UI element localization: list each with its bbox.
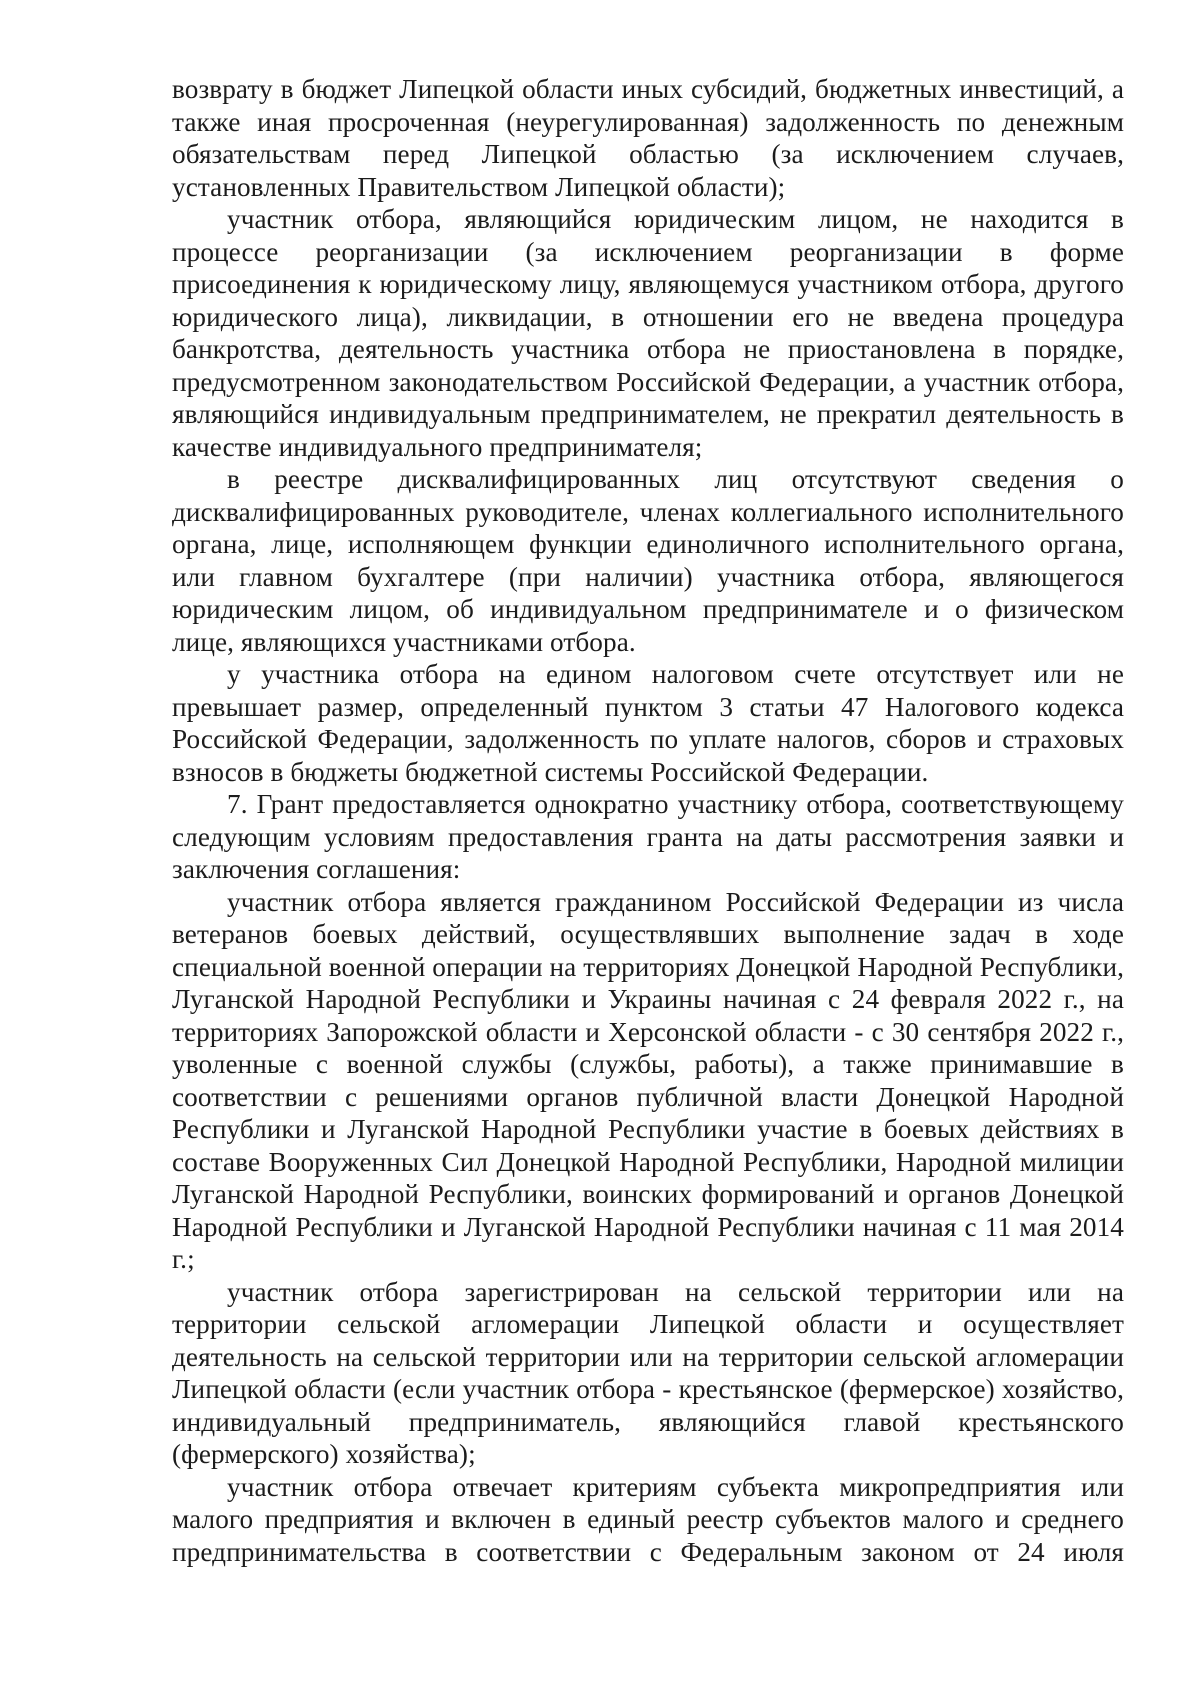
- paragraph-rural-registration: участник отбора зарегистрирован на сельской территории или на территории сельской агломерации Липецкой области и осуществляет деятельность на сельской территории или на территории сельской агломерации Липецкой области (если участник отбора - крестьянское (фермерское) хозяйство, индивидуальный предприниматель, являющийся главой крестьянского (фермерского) хозяйства);: [172, 1276, 1124, 1469]
- paragraph-item-7-grant: 7. Грант предоставляется однократно участнику отбора, соответствующему следующим условиям предоставления гранта на даты рассмотрения заявки и заключения соглашения:: [172, 789, 1124, 884]
- paragraph-disqualified-persons: в реестре дисквалифицированных лиц отсутствуют сведения о дисквалифицированных руководителе, членах коллегиального исполнительного органа, лице, исполняющем функции единоличного исполнительного органа, или главном бухгалтере (при наличии) участника отбора, являющегося юридическим лицом, об индивидуальном предпринимателе и о физическом лице, являющихся участниками отбора.: [172, 464, 1124, 657]
- paragraph-small-business-criteria: участник отбора отвечает критериям субъекта микропредприятия или малого предприятия и включен в единый реестр субъектов малого и среднего предпринимательства в соответствии с Федеральным законом от 24 июля: [172, 1471, 1124, 1567]
- paragraph-veteran-condition: участник отбора является гражданином Российской Федерации из числа ветеранов боевых действий, осуществлявших выполнение задач в ходе специальной военной операции на территориях Донецкой Народной Республики, Луганской Народной Республики и Украины начиная с 24 февраля 2022 г., на территориях Запорожской области и Херсонской области - с 30 сентября 2022 г., уволенные с военной службы (службы, работы), а также принимавшие в соответствии с решениями органов публичной власти Донецкой Народной Республики и Луганской Народной Республики участие в боевых действиях в составе Вооруженных Сил Донецкой Народной Республики, Народной милиции Луганской Народной Республики, воинских формирований и органов Донецкой Народной Республики и Луганской Народной Республики начиная с 11 мая 2014 г.;: [172, 886, 1124, 1274]
- paragraph-continuation: возврату в бюджет Липецкой области иных субсидий, бюджетных инвестиций, а также иная просроченная (неурегулированная) задолженность по денежным обязательствам перед Липецкой областью (за исключением случаев, установленных Правительством Липецкой области);: [172, 74, 1124, 202]
- paragraph-reorganization-condition: участник отбора, являющийся юридическим лицом, не находится в процессе реорганизации (за исключением реорганизации в форме присоединения к юридическому лицу, являющемуся участником отбора, другого юридического лица), ликвидации, в отношении его не введена процедура банкротства, деятельность участника отбора не приостановлена в порядке, предусмотренном законодательством Российской Федерации, а участник отбора, являющийся индивидуальным предпринимателем, не прекратил деятельность в качестве индивидуального предпринимателя;: [172, 204, 1124, 462]
- document-body: [172, 73, 1124, 1568]
- paragraph-tax-debt: у участника отбора на едином налоговом счете отсутствует или не превышает размер, определенный пунктом 3 статьи 47 Налогового кодекса Российской Федерации, задолженность по уплате налогов, сборов и страховых взносов в бюджеты бюджетной системы Российской Федерации.: [172, 659, 1124, 787]
